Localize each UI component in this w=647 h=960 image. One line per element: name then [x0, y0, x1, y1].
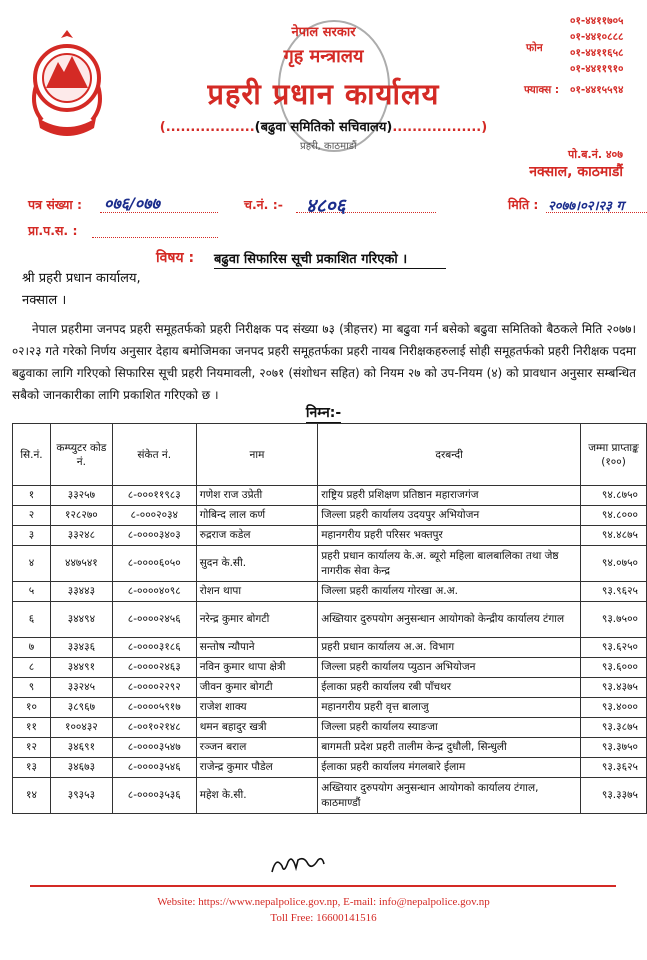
cell-code: ३४६७३ — [50, 758, 112, 778]
list-heading-text: निम्न:- — [305, 405, 342, 421]
col-name: नाम — [196, 424, 318, 486]
footer-divider — [30, 885, 616, 887]
cell-code: ३३२४५ — [50, 678, 112, 698]
cell-total: ९३.४००० — [581, 698, 647, 718]
cell-name: रुद्रराज कडेल — [196, 526, 318, 546]
secretariat-name: (..................(बढुवा समितिको सचिवालय)..................) — [159, 120, 488, 135]
cell-code: ३९३५३ — [50, 778, 112, 814]
cell-symbol: ८-००००३१८६ — [112, 638, 196, 658]
cell-symbol: ८-०००२०३४ — [112, 506, 196, 526]
cell-name: गणेश राज उप्रेती — [196, 486, 318, 506]
table-row — [13, 738, 647, 758]
cell-name: रञ्जन बराल — [196, 738, 318, 758]
po-box: पो.ब.नं. ४०७ — [567, 148, 623, 161]
cell-sn: २ — [13, 506, 51, 526]
cell-sn: ४ — [13, 546, 51, 582]
table-row — [13, 526, 647, 546]
col-symbol: संकेत नं. — [112, 424, 196, 486]
fax-number: ०१-४४१५५९४ — [570, 84, 624, 96]
cell-total: ९३.३७५० — [581, 738, 647, 758]
cell-code: ३३४४३ — [50, 582, 112, 602]
government-name: नेपाल सरकार — [291, 25, 356, 40]
cell-posting: जिल्ला प्रहरी कार्यालय स्याङजा — [318, 718, 581, 738]
fax-label: फ्याक्स : — [524, 84, 560, 96]
cell-total: ९३.३६२५ — [581, 758, 647, 778]
footer-toll-free: Toll Free: 16600141516 — [270, 912, 377, 924]
cell-total: ९४.०७५० — [581, 546, 647, 582]
col-code: कम्प्युटर कोड नं. — [50, 424, 112, 486]
cell-code: ४४७५४१ — [50, 546, 112, 582]
cell-name: राजेन्द्र कुमार पौडेल — [196, 758, 318, 778]
phone-4: ०१-४४११९१० — [570, 63, 624, 75]
table-row — [13, 506, 647, 526]
cell-code: ३८९६७ — [50, 698, 112, 718]
cell-total: ९३.३८७५ — [581, 718, 647, 738]
cell-total: ९३.९६२५ — [581, 582, 647, 602]
cell-name: राजेश शाक्य — [196, 698, 318, 718]
cell-posting: ईलाका प्रहरी कार्यालय मंगलबारे ईलाम — [318, 758, 581, 778]
addressee-line-2: नक्साल । — [22, 293, 67, 308]
phone-label: फोन — [526, 42, 543, 54]
cell-symbol: ८-००००२४५६ — [112, 602, 196, 638]
cell-name: नरेन्द्र कुमार बोगटी — [196, 602, 318, 638]
cell-code: ३३२४८ — [50, 526, 112, 546]
table-row — [13, 602, 647, 638]
cell-posting: महानगरीय प्रहरी वृत्त बालाजु — [318, 698, 581, 718]
addressee-line-1: श्री प्रहरी प्रधान कार्यालय, — [22, 271, 141, 286]
cell-sn: ६ — [13, 602, 51, 638]
cell-total: ९३.६२५० — [581, 638, 647, 658]
cell-sn: ८ — [13, 658, 51, 678]
table-row — [13, 658, 647, 678]
cell-total: ९४.८००० — [581, 506, 647, 526]
table-row — [13, 582, 647, 602]
cell-code: ३४४९४ — [50, 602, 112, 638]
cell-name: रोशन थापा — [196, 582, 318, 602]
cell-total: ९३.३३७५ — [581, 778, 647, 814]
cell-symbol: ८-०००११९८३ — [112, 486, 196, 506]
ref-label: पत्र संख्या : — [28, 197, 82, 212]
cell-sn: १ — [13, 486, 51, 506]
cell-posting: अख्तियार दुरुपयोग अनुसन्धान आयोगको कार्यालय टंगाल, काठमाण्डौं — [318, 778, 581, 814]
table-row — [13, 638, 647, 658]
cell-sn: ५ — [13, 582, 51, 602]
cell-symbol: ८-००००६०५० — [112, 546, 196, 582]
cell-total: ९३.७५०० — [581, 602, 647, 638]
table-header-row — [13, 424, 647, 486]
date-label: मिति : — [508, 197, 539, 212]
cell-name: सन्तोष न्यौपाने — [196, 638, 318, 658]
cell-total: ९४.४८७५ — [581, 526, 647, 546]
cell-name: थमन बहादुर खत्री — [196, 718, 318, 738]
subject-label: विषय : — [156, 250, 195, 266]
signature-icon — [268, 852, 328, 878]
cell-code: ३४६९१ — [50, 738, 112, 758]
cell-sn: १४ — [13, 778, 51, 814]
table-row — [13, 758, 647, 778]
cell-posting: अख्तियार दुरुपयोग अनुसन्धान आयोगको केन्द्रीय कार्यालय टंगाल — [318, 602, 581, 638]
col-sn: सि.नं. — [13, 424, 51, 486]
cell-posting: प्रहरी प्रधान कार्यालय अ.अ. विभाग — [318, 638, 581, 658]
cell-symbol: ८-००००३५४७ — [112, 738, 196, 758]
cell-name: महेश के.सी. — [196, 778, 318, 814]
office-name: प्रहरी प्रधान कार्यालय — [207, 77, 440, 111]
office-location: नक्साल, काठमाडौं — [529, 164, 623, 180]
pps-dotline — [92, 237, 218, 238]
table-row — [13, 678, 647, 698]
cell-symbol: ८-००००२२९२ — [112, 678, 196, 698]
cell-code: १००४३२ — [50, 718, 112, 738]
footer-website: Website: https://www.nepalpolice.gov.np, E-mail: info@nepalpolice.gov.np — [157, 896, 490, 908]
recommendation-table — [12, 423, 647, 814]
cell-name: गोबिन्द लाल कर्ण — [196, 506, 318, 526]
subject-text: बढुवा सिफारिस सूची प्रकाशित गरिएको । — [214, 252, 408, 267]
cell-posting: ईलाका प्रहरी कार्यालय रबी पाँचथर — [318, 678, 581, 698]
phone-3: ०१-४४११६५८ — [570, 47, 624, 59]
table-row — [13, 486, 647, 506]
ref-value: ०७६/०७७ — [104, 194, 160, 213]
seal-text: प्रहरी, काठमाडौं — [300, 141, 357, 152]
cell-posting: महानगरीय प्रहरी परिसर भक्तपुर — [318, 526, 581, 546]
subject-underline — [214, 268, 446, 269]
dispatch-value: ४८०६ — [306, 195, 346, 217]
col-posting: दरबन्दी — [318, 424, 581, 486]
dispatch-label: च.नं. :- — [244, 197, 283, 212]
cell-code: ३४४९१ — [50, 658, 112, 678]
table-row — [13, 718, 647, 738]
phone-2: ०१-४४१०८८८ — [570, 31, 624, 43]
cell-posting: प्रहरी प्रधान कार्यालय के.अ. ब्यूरो महिला बालबालिका तथा जेष्ठ नागरीक सेवा केन्द्र — [318, 546, 581, 582]
cell-symbol: ८-००००५९१७ — [112, 698, 196, 718]
cell-posting: जिल्ला प्रहरी कार्यालय उदयपुर अभियोजन — [318, 506, 581, 526]
cell-name: नविन कुमार थापा क्षेत्री — [196, 658, 318, 678]
cell-symbol: ८-००००३५३६ — [112, 778, 196, 814]
cell-symbol: ८-००००३५४६ — [112, 758, 196, 778]
list-heading — [0, 403, 647, 422]
cell-sn: ९ — [13, 678, 51, 698]
cell-name: सुदन के.सी. — [196, 546, 318, 582]
cell-name: जीवन कुमार बोगटी — [196, 678, 318, 698]
cell-total: ९३.४३७५ — [581, 678, 647, 698]
cell-code: १२८२७० — [50, 506, 112, 526]
ministry-name: गृह मन्त्रालय — [283, 46, 364, 67]
pps-label: प्रा.प.स. : — [28, 223, 78, 238]
cell-symbol: ८-००००३४०३ — [112, 526, 196, 546]
phone-1: ०१-४४११७०५ — [570, 15, 624, 27]
cell-posting: जिल्ला प्रहरी कार्यालय गोरखा अ.अ. — [318, 582, 581, 602]
cell-sn: १० — [13, 698, 51, 718]
cell-symbol: ८-००००२४६३ — [112, 658, 196, 678]
cell-total: ९४.८७५० — [581, 486, 647, 506]
cell-sn: १२ — [13, 738, 51, 758]
cell-sn: १३ — [13, 758, 51, 778]
cell-sn: ३ — [13, 526, 51, 546]
cell-posting: राष्ट्रिय प्रहरी प्रशिक्षण प्रतिष्ठान महाराजगंज — [318, 486, 581, 506]
cell-posting: बागमती प्रदेश प्रहरी तालीम केन्द्र दुधौली, सिन्धुली — [318, 738, 581, 758]
cell-total: ९३.६००० — [581, 658, 647, 678]
letter-body: नेपाल प्रहरीमा जनपद प्रहरी समूहतर्फको प्रहरी निरीक्षक पद संख्या ७३ (त्रीहत्तर) मा बढुवा गर्न बसेको बढुवा समितिको बैठकले मिति २०७७।०२।२३ गते गरेको निर्णय अनुसार देहाय बमोजिमका जनपद प्रहरी समूहतर्फका प्रहरी नायब निरीक्षकहरुलाई सोही समूहतर्फको प्रहरी निरीक्षक पदमा बढुवाका लागि गरिएको सिफारिस सूची प्रहरी नियमावली, २०७१ (संशोधन सहित) को नियम २७ को उप-नियम (४) को प्रावधान अनुसार सम्बन्धित सबैको जानकारीका लागि प्रकाशित गरिएको छ । — [12, 322, 636, 402]
cell-sn: ११ — [13, 718, 51, 738]
cell-code: ३३४३६ — [50, 638, 112, 658]
table-row — [13, 546, 647, 582]
table-row — [13, 698, 647, 718]
cell-posting: जिल्ला प्रहरी कार्यालय प्युठान अभियोजन — [318, 658, 581, 678]
cell-symbol: ८-००००४०९८ — [112, 582, 196, 602]
date-value: २०७७।०२।२३ ग — [548, 199, 624, 214]
table-row — [13, 778, 647, 814]
cell-code: ३३२५७ — [50, 486, 112, 506]
cell-symbol: ८-००१०२१४८ — [112, 718, 196, 738]
col-total: जम्मा प्राप्ताङ्क (१००) — [581, 424, 647, 486]
secretariat-label: (बढुवा समितिको सचिवालय) — [254, 120, 393, 135]
cell-sn: ७ — [13, 638, 51, 658]
